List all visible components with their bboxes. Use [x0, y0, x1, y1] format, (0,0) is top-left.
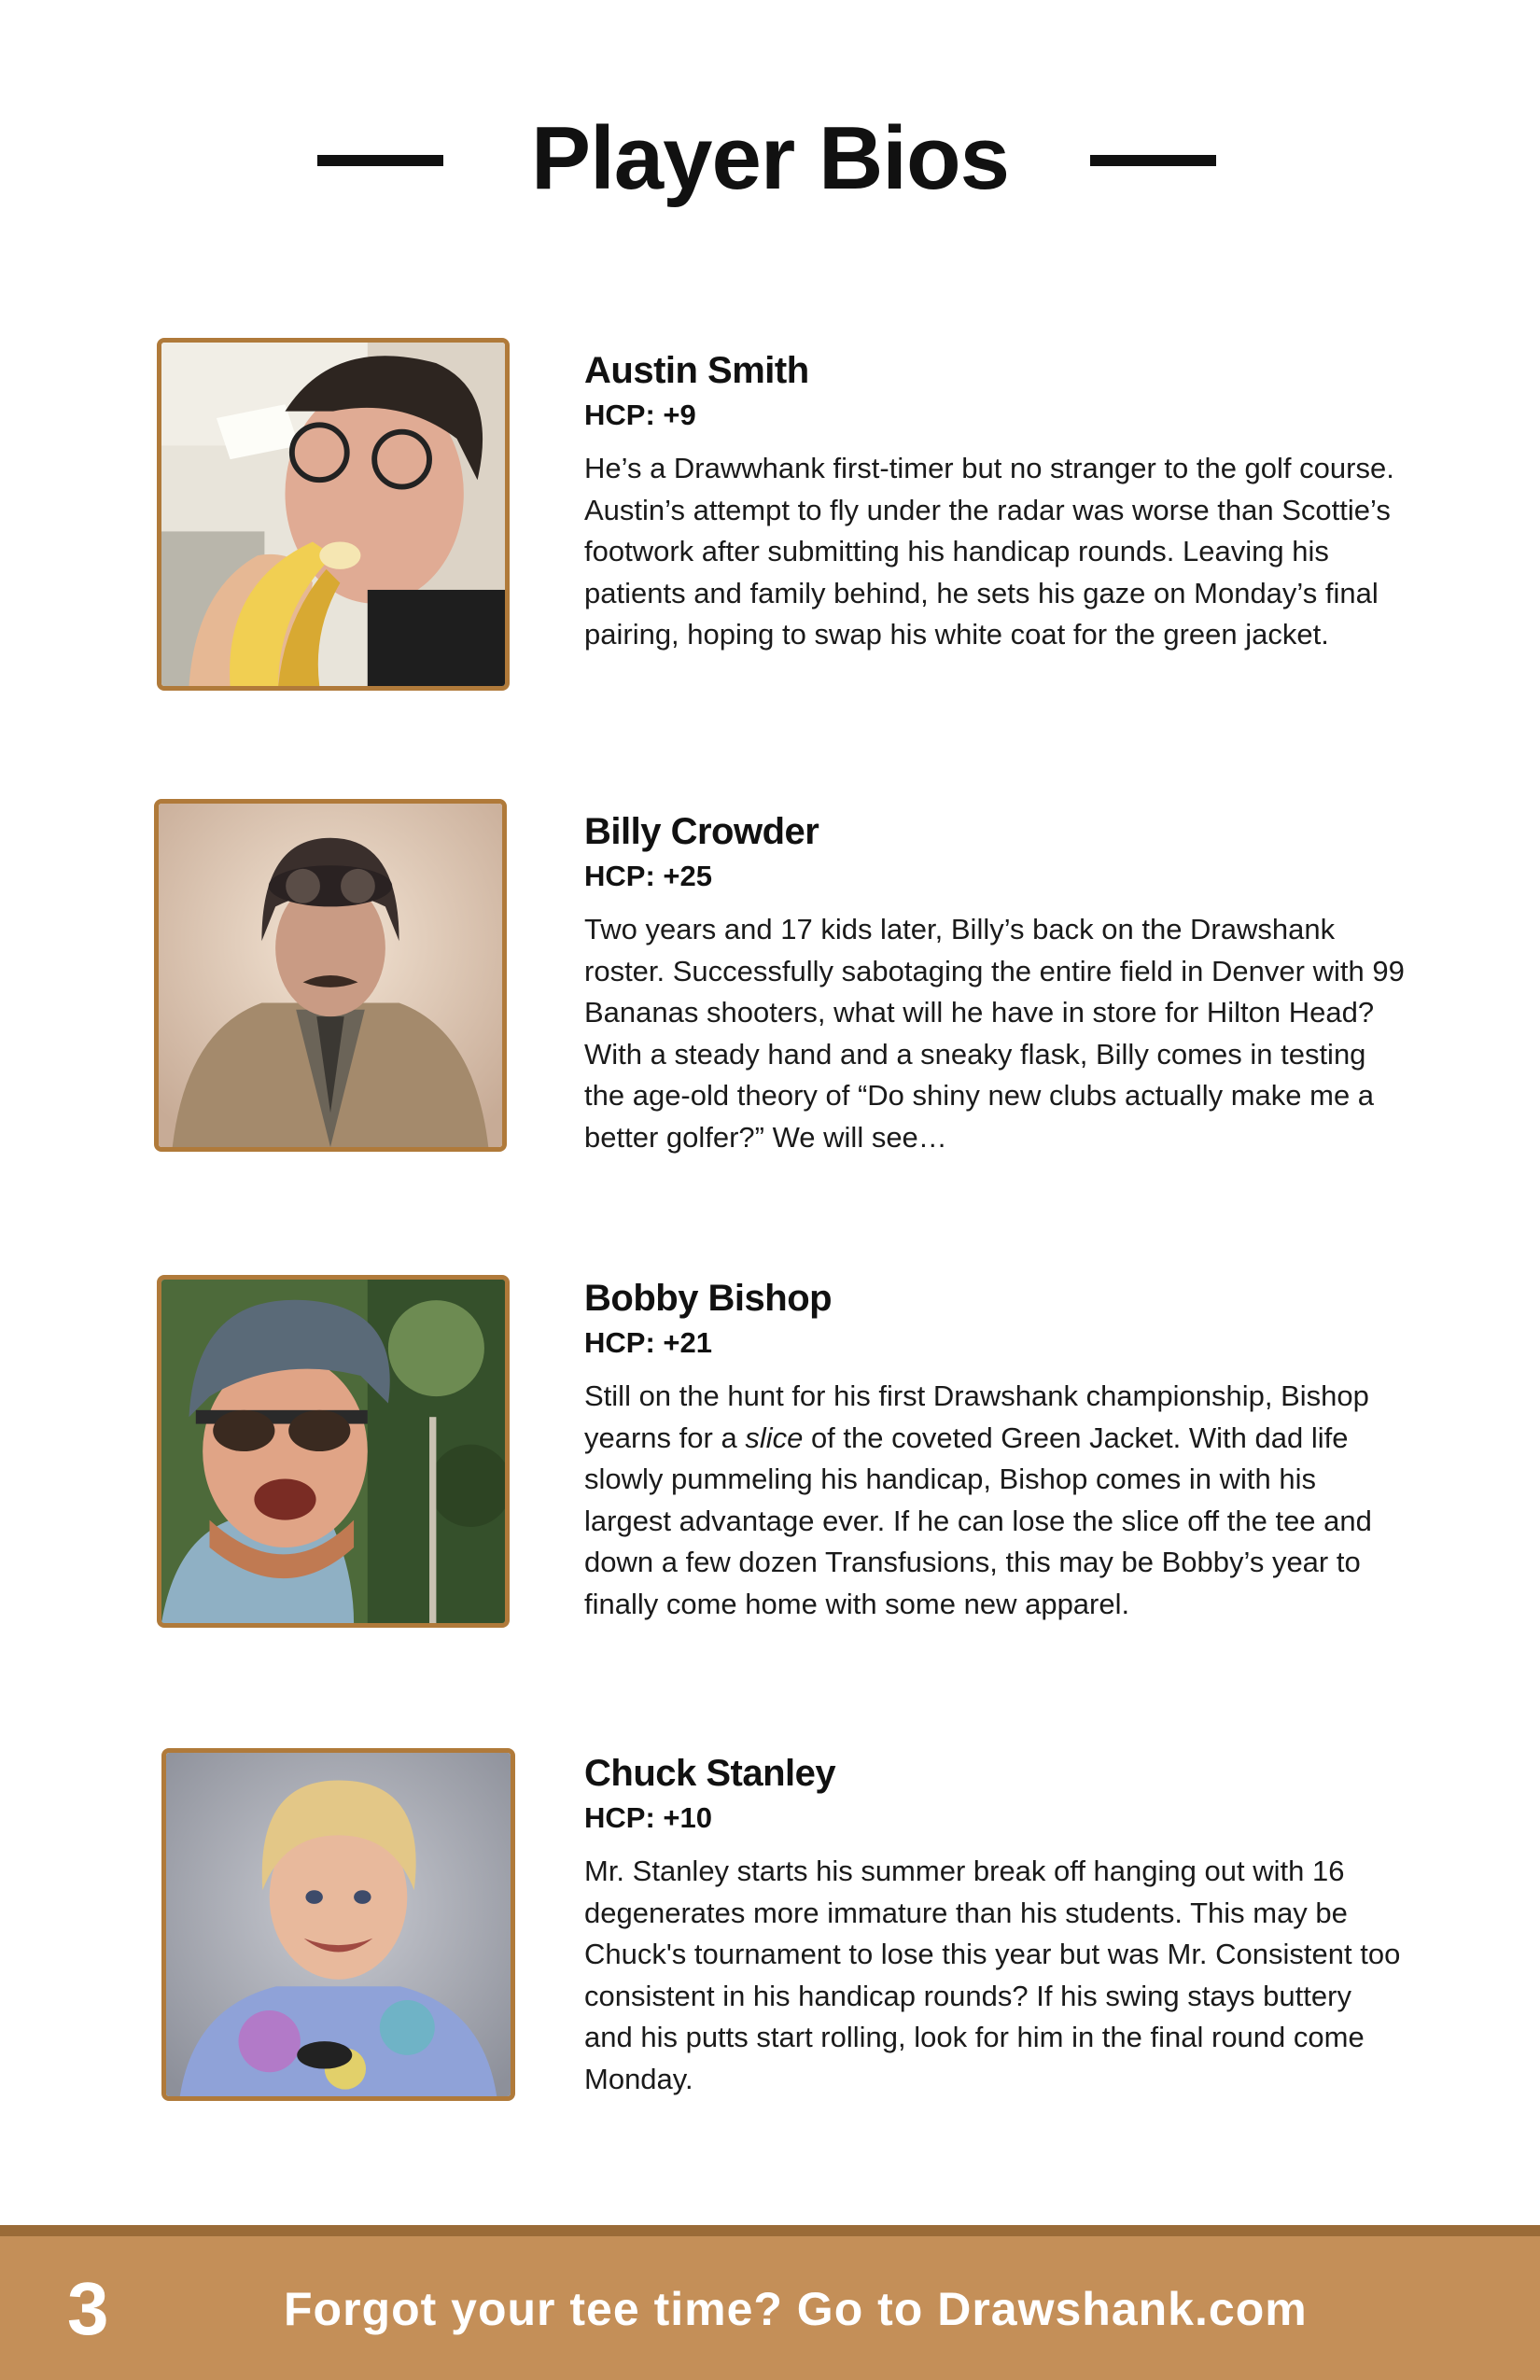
player-bio-body: Mr. Stanley starts his summer break off hanging out with 16 degenerates more immature than his students. This may be Chuck's tournament to lose this year but was Mr. Consistent too consistent in his handicap rounds? If his swing stays buttery and his putts start rolling, look for him in the final round come Monday.	[584, 1855, 1401, 2095]
bio-text-part: Still on the hunt for his first Drawshank championship, Bishop yearns for a	[584, 1379, 1369, 1454]
page-number: 3	[67, 2267, 109, 2350]
page-title: Player Bios	[531, 108, 1009, 208]
page-header	[0, 103, 1540, 215]
footer-tagline: Forgot your tee time? Go to Drawshank.com	[284, 2283, 1308, 2335]
player-photo	[161, 1748, 515, 2101]
player-handicap: HCP: +25	[584, 860, 712, 892]
player-bio-text	[584, 1750, 1406, 2100]
page-footer	[0, 2225, 1540, 2380]
player-bio-body: Two years and 17 kids later, Billy’s back on the Drawshank roster. Successfully sabotaging the entire field in Denver with 99 Bananas shooters, what will he have in store for Hilton Head? With a steady hand and a sneaky flask, Billy comes in testing the age-old theory of “Do shiny new clubs actually make me a better golfer?” We will see…	[584, 913, 1405, 1154]
player-bio-text	[584, 347, 1406, 656]
player-handicap: HCP: +10	[584, 1801, 712, 1834]
bio-text-part: of the coveted Green Jacket. With dad life slowly pummeling his handicap, Bishop comes in with his largest advantage ever. If he can lose the slice off the tee and down a few dozen Transfusions, this may be Bobby’s year to finally come home with some new apparel.	[584, 1421, 1372, 1620]
player-photo	[157, 338, 510, 691]
player-name: Chuck Stanley	[584, 1753, 836, 1794]
bio-text-italic: slice	[745, 1421, 804, 1454]
photo-chuck-stanley	[166, 1753, 511, 2096]
player-handicap: HCP: +21	[584, 1326, 712, 1359]
player-photo	[154, 799, 507, 1152]
player-bio-text	[584, 1275, 1406, 1625]
player-handicap: HCP: +9	[584, 399, 696, 431]
player-bio-text	[584, 808, 1406, 1158]
photo-billy-crowder	[159, 804, 502, 1147]
player-name: Bobby Bishop	[584, 1278, 833, 1319]
player-bio-body: He’s a Drawwhank first-timer but no stranger to the golf course. Austin’s attempt to fly under the radar was worse than Scottie’s footwork after submitting his handicap rounds. Leaving his patients and family behind, he sets his gaze on Monday’s final pairing, hoping to swap his white coat for the green jacket.	[584, 452, 1394, 651]
player-photo	[157, 1275, 510, 1628]
player-name: Billy Crowder	[584, 811, 819, 852]
photo-bobby-bishop	[161, 1280, 505, 1623]
photo-austin-smith	[161, 343, 505, 686]
player-name: Austin Smith	[584, 350, 809, 391]
player-bio-body	[584, 1376, 1406, 1625]
title-rule-right	[1090, 155, 1216, 166]
